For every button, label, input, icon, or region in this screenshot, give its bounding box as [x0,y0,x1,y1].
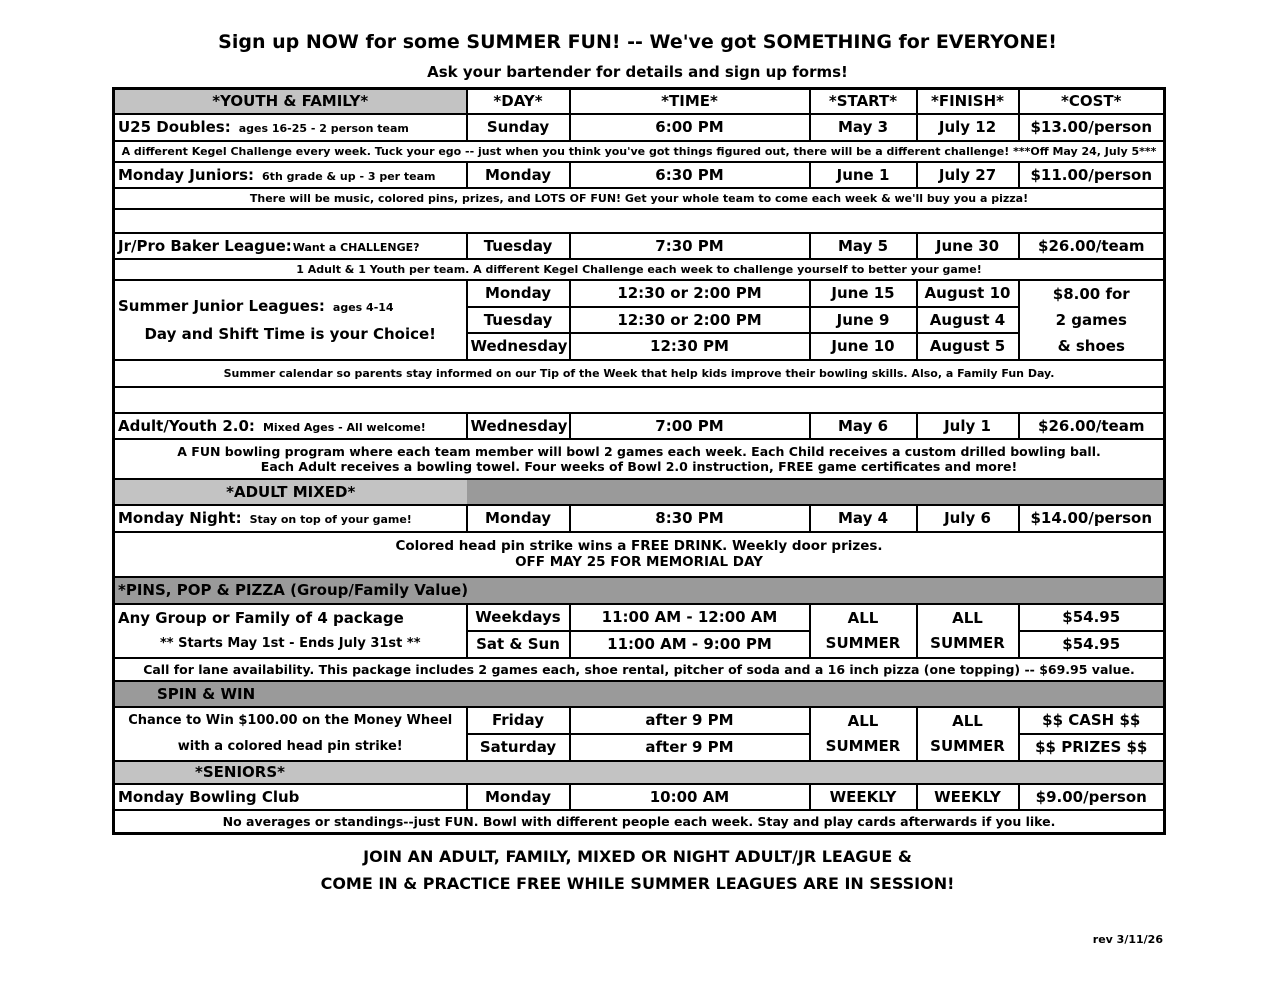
start-line: ALL [847,608,879,627]
note-row-u25 [114,141,1165,162]
cell-time: 8:30 PM [570,505,810,532]
column-header-time: *TIME* [570,89,810,114]
league-subtext: Want a CHALLENGE? [292,240,420,254]
cell-finish: August 5 [917,333,1019,360]
cell-finish-merged [917,707,1019,761]
section-header-pins-pop-pizza: *PINS, POP & PIZZA (Group/Family Value) [114,577,1165,604]
cell-day: Monday [467,784,570,810]
spacer-cell [114,387,1165,413]
cell-day: Monday [467,162,570,188]
league-note: A FUN bowling program where each team member will bowl 2 games each week. Each Child receives a custom drilled bowling ball. [177,443,1101,459]
note-row-adult-youth [114,439,1165,479]
league-row-adult-youth [114,413,1165,439]
cell-cost: $54.95 [1019,604,1165,631]
column-header-day: *DAY* [467,89,570,114]
cell-time: 12:30 or 2:00 PM [570,280,810,307]
cell-time: 7:30 PM [570,233,810,259]
section-fill [467,479,1165,505]
cell-day: Sunday [467,114,570,141]
cell-time: 10:00 AM [570,784,810,810]
league-subtext: Mixed Ages - All welcome! [262,420,426,434]
league-row-u25-doubles [114,114,1165,141]
column-header-cost: *COST* [1019,89,1165,114]
cost-line: $8.00 for [1052,284,1130,303]
cell-day: Tuesday [467,233,570,259]
league-name: Adult/Youth 2.0: [118,416,255,435]
section-header-seniors: *SENIORS* [114,761,1165,784]
cell-finish-merged [917,604,1019,658]
cell-day: Friday [467,707,570,734]
cell-day: Monday [467,505,570,532]
league-name: Jr/Pro Baker League: [118,236,292,255]
cell-cost: $$ CASH $$ [1019,707,1165,734]
spacer-row [114,209,1165,233]
league-note: Summer calendar so parents stay informed on our Tip of the Week that help kids improve their bowling skills. Also, a Family Fun Day. [114,360,1165,387]
league-name: Monday Night: [118,509,242,527]
note-row-monday-night [114,532,1165,577]
cell-finish: July 6 [917,505,1019,532]
note-row-seniors [114,810,1165,834]
cell-day: Wednesday [467,333,570,360]
league-name: Any Group or Family of 4 package [118,608,404,627]
league-row-monday-night [114,505,1165,532]
league-note: Call for lane availability. This package includes 2 games each, shoe rental, pitcher of soda and a 16 inch pizza (one topping) -- $69.95 value. [114,658,1165,681]
league-name-cell [114,280,467,360]
league-name-cell [114,233,467,259]
footer-line-1: JOIN AN ADULT, FAMILY, MIXED OR NIGHT ADULT/JR LEAGUE & [363,847,912,866]
column-header-finish: *FINISH* [917,89,1019,114]
cell-cost: $26.00/team [1019,413,1165,439]
league-name: Monday Bowling Club [118,787,300,806]
revision-label: rev 3/11/26 [1092,933,1163,946]
league-name-cell [114,784,467,810]
cell-day: Weekdays [467,604,570,631]
cell-start: May 3 [810,114,917,141]
cell-start: June 9 [810,307,917,333]
note-row-monday-juniors [114,188,1165,209]
cell-cost: $$ PRIZES $$ [1019,734,1165,761]
cell-cost: $54.95 [1019,631,1165,658]
note-row-jr-pro-baker [114,259,1165,280]
section-row-pins-pop-pizza [114,577,1165,604]
league-subtext: Stay on top of your game! [249,513,412,526]
league-name: Chance to Win $100.00 on the Money Wheel [128,712,453,728]
cell-start: May 4 [810,505,917,532]
league-note: A different Kegel Challenge every week. Tuck your ego -- just when you think you've got things figured out, there will be a different challenge! ***Off May 24, July 5*** [114,141,1165,162]
spacer-row [114,387,1165,413]
section-row-seniors [114,761,1165,784]
league-row-pins-1 [114,604,1165,631]
cell-cost-merged [1019,280,1165,360]
cell-cost: $11.00/person [1019,162,1165,188]
footer-line-2: COME IN & PRACTICE FREE WHILE SUMMER LEAGUES ARE IN SESSION! [320,874,955,893]
league-note: There will be music, colored pins, prizes, and LOTS OF FUN! Get your whole team to come each week & we'll buy you a pizza! [114,188,1165,209]
section-row-adult-mixed [114,479,1165,505]
cell-time: 6:30 PM [570,162,810,188]
league-subtext: 6th grade & up - 3 per team [262,169,436,183]
cell-day: Saturday [467,734,570,761]
finish-line: ALL [952,711,983,730]
cell-start: June 10 [810,333,917,360]
cell-start: June 1 [810,162,917,188]
cell-time: 12:30 PM [570,333,810,360]
section-header-spin-win: SPIN & WIN [114,681,1165,707]
league-note: Colored head pin strike wins a FREE DRINK. Weekly door prizes. [395,538,883,554]
league-name-cell [114,162,467,188]
cell-start: May 6 [810,413,917,439]
league-note-cell [114,532,1165,577]
league-name-cell [114,114,467,141]
cell-cost: $26.00/team [1019,233,1165,259]
league-row-spin-1 [114,707,1165,734]
cell-day: Monday [467,280,570,307]
start-line: SUMMER [825,736,901,755]
finish-line: SUMMER [930,633,1005,652]
league-note: Each Adult receives a bowling towel. Four weeks of Bowl 2.0 instruction, FREE game certificates and more! [260,458,1018,474]
cost-line: & shoes [1057,336,1125,355]
cell-finish: August 4 [917,307,1019,333]
cell-start-merged [810,604,917,658]
cell-time: 11:00 AM - 12:00 AM [570,604,810,631]
cell-time: 11:00 AM - 9:00 PM [570,631,810,658]
league-note: 1 Adult & 1 Youth per team. A different Kegel Challenge each week to challenge yourself to better your game! [114,259,1165,280]
cell-time: after 9 PM [570,707,810,734]
league-tagline: Day and Shift Time is your Choice! [144,324,437,343]
league-subtext: with a colored head pin strike! [177,738,403,754]
league-row-jr-pro-baker [114,233,1165,259]
cell-cost: $14.00/person [1019,505,1165,532]
league-name-cell [114,505,467,532]
section-row-spin-win [114,681,1165,707]
league-row-summer-junior-1 [114,280,1165,307]
cell-start: June 15 [810,280,917,307]
section-header-youth-family: *YOUTH & FAMILY* [114,89,467,114]
league-note: OFF MAY 25 FOR MEMORIAL DAY [515,554,763,570]
cell-time: 7:00 PM [570,413,810,439]
cell-start: WEEKLY [810,784,917,810]
cell-finish: July 1 [917,413,1019,439]
cell-finish: July 12 [917,114,1019,141]
finish-line: SUMMER [930,736,1005,755]
cell-cost: $13.00/person [1019,114,1165,141]
section-header-adult-mixed: *ADULT MIXED* [114,479,467,505]
league-subtext: ** Starts May 1st - Ends July 31st ** [159,635,421,651]
cell-time: after 9 PM [570,734,810,761]
league-note-cell [114,439,1165,479]
cell-start: May 5 [810,233,917,259]
cell-finish: June 30 [917,233,1019,259]
cell-day: Wednesday [467,413,570,439]
league-name: Summer Junior Leagues: [118,296,325,315]
cell-time: 12:30 or 2:00 PM [570,307,810,333]
cell-finish: August 10 [917,280,1019,307]
league-subtext: ages 16-25 - 2 person team [238,122,409,135]
league-note: No averages or standings--just FUN. Bowl with different people each week. Stay and play cards afterwards if you like. [114,810,1165,834]
start-line: ALL [847,711,879,730]
league-row-monday-juniors [114,162,1165,188]
start-line: SUMMER [825,633,901,652]
cell-finish: WEEKLY [917,784,1019,810]
cost-line: 2 games [1055,310,1127,329]
table-header-row [114,89,1165,114]
cell-day: Tuesday [467,307,570,333]
spacer-cell [114,209,1165,233]
league-name-cell [114,413,467,439]
league-subtext: ages 4-14 [332,300,394,314]
cell-finish: July 27 [917,162,1019,188]
league-name-cell [114,707,467,761]
column-header-start: *START* [810,89,917,114]
league-name: U25 Doubles: [118,118,231,136]
cell-time: 6:00 PM [570,114,810,141]
note-row-summer-junior [114,360,1165,387]
league-table [112,87,1166,835]
cell-start-merged [810,707,917,761]
league-name-line [118,293,463,321]
cell-cost: $9.00/person [1019,784,1165,810]
league-name: Monday Juniors: [118,165,255,184]
page-title: Sign up NOW for some SUMMER FUN! -- We've got SOMETHING for EVERYONE! [218,31,1057,53]
league-name-cell [114,604,467,658]
finish-line: ALL [952,608,983,627]
league-row-monday-bowling-club [114,784,1165,810]
cell-day: Sat & Sun [467,631,570,658]
note-row-pins [114,658,1165,681]
page-subtitle: Ask your bartender for details and sign up forms! [427,63,848,81]
